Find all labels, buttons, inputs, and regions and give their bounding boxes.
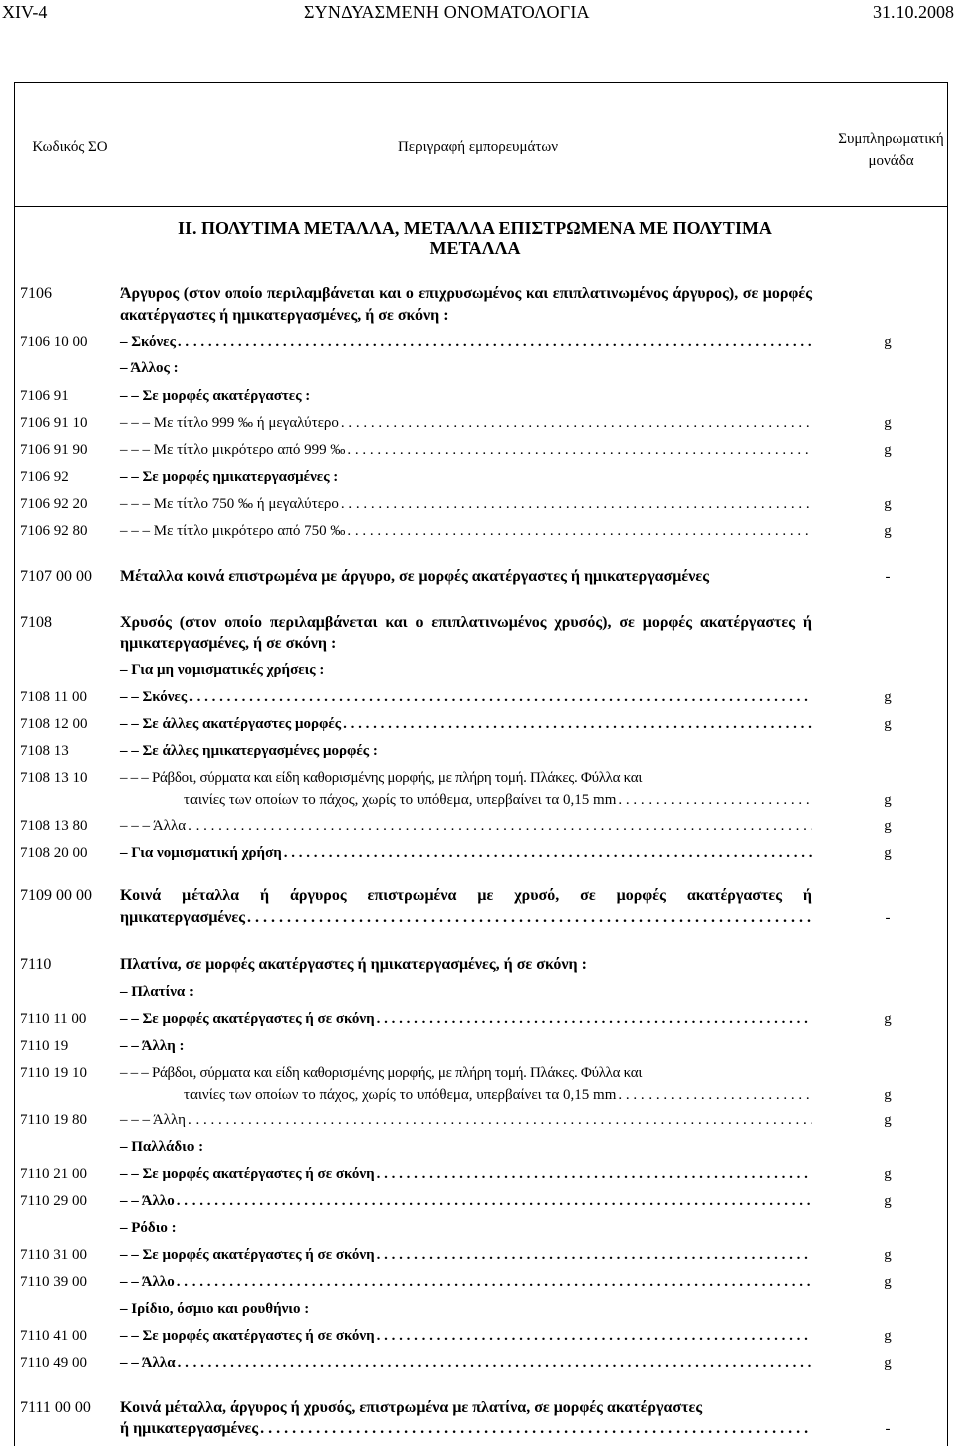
row-unit: g (884, 442, 892, 458)
row-code: 7106 (20, 285, 52, 302)
row-code: 7110 31 00 (20, 1247, 87, 1263)
row-description: – Πλατίνα : (120, 984, 195, 1000)
row-unit: g (884, 1011, 892, 1027)
row-unit: g (884, 1166, 892, 1182)
row-description (120, 1244, 812, 1266)
row-unit: g (884, 792, 892, 808)
row-description: – Άλλος : (120, 360, 179, 376)
row-description: Μέταλλα κοινά επιστρωμένα με άργυρο, σε μορφές ακατέργαστες ή ημικατεργασμένες (120, 568, 709, 585)
chapter-title-line1: II. ΠΟΛΥΤΙΜΑ ΜΕΤΑΛΛΑ, ΜΕΤΑΛΛΑ ΕΠΙΣΤΡΩΜΕΝΑ ΜΕ ΠΟΛΥΤΙΜΑ (178, 218, 772, 238)
column-header-description: Περιγραφή εμπορευμάτων (397, 139, 559, 155)
row-description: Χρυσός (στον οποίο περιλαμβάνεται και ο επιπλατινωμένος χρυσός), σε μορφές ακατέργαστες ή ημικατεργασμένες, ή σε σκόνη : (120, 614, 812, 652)
column-header-unit-line1: Συμπληρωματική (838, 131, 944, 147)
row-unit: g (884, 415, 892, 431)
row-text: – – Άλλο (120, 1274, 175, 1290)
column-header-unit-line2: μονάδα (868, 153, 914, 169)
row-code: 7110 49 00 (20, 1355, 87, 1371)
row-unit: g (884, 1193, 892, 1209)
row-text: – – Σκόνες (120, 689, 188, 705)
row-unit: g (884, 334, 892, 350)
row-description (120, 1109, 812, 1131)
row-description (120, 686, 812, 708)
row-description-line2 (120, 907, 812, 928)
row-unit: g (884, 1112, 892, 1128)
row-text: – – – Με τίτλο μικρότερο από 750 ‰ (120, 523, 346, 539)
row-description-line1: Κοινά μέταλλα ή άργυρος επιστρωμένα με χρυσό, σε μορφές ακατέργαστες ή (120, 887, 812, 904)
row-code: 7110 11 00 (20, 1011, 87, 1027)
row-code: 7110 (20, 956, 52, 973)
row-text: – – Σε μορφές ακατέργαστες ή σε σκόνη (120, 1011, 375, 1027)
row-text: – – Άλλα (120, 1355, 176, 1371)
row-code: 7106 10 00 (20, 334, 88, 350)
row-text: – Σκόνες (120, 334, 176, 350)
row-unit: - (885, 1421, 891, 1437)
row-code: 7109 00 00 (20, 887, 92, 904)
row-description-line2 (120, 1418, 812, 1439)
row-unit: g (884, 523, 892, 539)
row-unit: g (884, 716, 892, 732)
row-code: 7106 92 (20, 469, 69, 485)
row-description: – – Σε μορφές ακατέργαστες : (120, 388, 311, 404)
row-code: 7108 13 (20, 743, 69, 759)
row-unit: g (884, 496, 892, 512)
row-unit: g (884, 845, 892, 861)
row-text: ή ημικατεργασμένες (120, 1420, 259, 1437)
row-unit: g (884, 818, 892, 834)
row-text: – – Σε άλλες ακατέργαστες μορφές (120, 716, 342, 732)
row-description (120, 520, 812, 542)
publication-date: 31.10.2008 (873, 2, 954, 22)
row-code: 7110 41 00 (20, 1328, 87, 1344)
row-unit: g (884, 1087, 892, 1103)
row-description (120, 331, 812, 353)
row-description: Άργυρος (στον οποίο περιλαμβάνεται και ο επιχρυσωμένος και επιπλατινωμένος άργυρος), σε μορφές ακατέργαστες ή ημικατεργασμένες, ή σε σκόνη : (120, 285, 812, 324)
row-text: – – Άλλο (120, 1193, 175, 1209)
row-description (120, 439, 812, 461)
row-text: ημικατεργασμένες (120, 909, 245, 926)
row-description (120, 815, 812, 837)
row-description: – – Άλλη : (120, 1038, 185, 1054)
row-description: – Παλλάδιο : (120, 1139, 204, 1155)
row-unit: g (884, 1328, 892, 1344)
row-description-line1: – – – Ράβδοι, σύρματα και είδη καθορισμένης μορφής, με πλήρη τομή. Πλάκες. Φύλλα και (120, 770, 643, 786)
row-text: ταινίες των οποίων το πάχος, χωρίς το υπόθεμα, υπερβαίνει τα 0,15 mm (184, 792, 617, 808)
row-code: 7108 20 00 (20, 845, 88, 861)
row-code: 7106 91 10 (20, 415, 88, 431)
row-text: – – Σε μορφές ακατέργαστες ή σε σκόνη (120, 1247, 375, 1263)
row-description (120, 713, 812, 735)
row-code: 7110 21 00 (20, 1166, 87, 1182)
column-header-code: Κωδικός ΣΟ (32, 139, 108, 155)
row-code: 7108 13 80 (20, 818, 88, 834)
row-unit: - (885, 910, 891, 926)
row-code: 7108 (20, 614, 52, 631)
row-code: 7110 19 (20, 1038, 69, 1054)
row-text: – – Σε μορφές ακατέργαστες ή σε σκόνη (120, 1166, 375, 1182)
row-description (120, 1271, 812, 1293)
row-description (120, 1008, 812, 1030)
row-code: 7108 11 00 (20, 689, 87, 705)
row-description-line1: – – – Ράβδοι, σύρματα και είδη καθορισμένης μορφής, με πλήρη τομή. Πλάκες. Φύλλα και (120, 1065, 643, 1081)
row-text: – – – Με τίτλο 750 ‰ ή μεγαλύτερο (120, 496, 339, 512)
row-code: 7108 12 00 (20, 716, 88, 732)
row-description: Πλατίνα, σε μορφές ακατέργαστες ή ημικατεργασμένες, ή σε σκόνη : (120, 956, 587, 973)
row-text: – – – Με τίτλο 999 ‰ ή μεγαλύτερο (120, 415, 339, 431)
row-text: – – Σε μορφές ακατέργαστες ή σε σκόνη (120, 1328, 375, 1344)
row-description-line2 (184, 1084, 812, 1106)
row-description: – Ρόδιο : (120, 1220, 177, 1236)
row-description (120, 412, 812, 434)
row-code: 7106 91 90 (20, 442, 88, 458)
row-description: – – Σε άλλες ημικατεργασμένες μορφές : (120, 743, 378, 759)
row-unit: g (884, 1355, 892, 1371)
row-text: ταινίες των οποίων το πάχος, χωρίς το υπόθεμα, υπερβαίνει τα 0,15 mm (184, 1087, 617, 1103)
chapter-title-line2: ΜΕΤΑΛΛΑ (429, 238, 521, 258)
row-code: 7106 92 80 (20, 523, 88, 539)
row-text: – – – Άλλη (120, 1112, 187, 1128)
row-text: – Για νομισματική χρήση (120, 845, 282, 861)
row-unit: g (884, 1247, 892, 1263)
row-unit: g (884, 1274, 892, 1290)
row-description (120, 1325, 812, 1347)
row-description (120, 842, 812, 864)
row-description: – Για μη νομισματικές χρήσεις : (120, 662, 325, 678)
row-code: 7108 13 10 (20, 770, 88, 786)
row-description-line2 (184, 789, 812, 811)
row-description (120, 493, 812, 515)
row-code: 7110 29 00 (20, 1193, 87, 1209)
row-code: 7106 91 (20, 388, 69, 404)
row-text: – – – Άλλα (120, 818, 187, 834)
row-code: 7110 19 80 (20, 1112, 87, 1128)
row-code: 7110 39 00 (20, 1274, 87, 1290)
row-code: 7107 00 00 (20, 568, 92, 585)
row-unit: - (885, 569, 891, 585)
row-description (120, 1163, 812, 1185)
page-reference: XIV-4 (2, 2, 48, 22)
row-description (120, 1352, 812, 1374)
row-code: 7111 00 00 (20, 1399, 91, 1416)
row-description: – Ιρίδιο, όσμιο και ρουθήνιο : (120, 1301, 310, 1317)
row-unit: g (884, 689, 892, 705)
document-title: ΣΥΝΔΥΑΣΜΕΝΗ ΟΝΟΜΑΤΟΛΟΓΙΑ (304, 2, 590, 22)
row-description-line1: Κοινά μέταλλα, άργυρος ή χρυσός, επιστρωμένα με πλατίνα, σε μορφές ακατέργαστες (120, 1399, 703, 1416)
row-text: – – – Με τίτλο μικρότερο από 999 ‰ (120, 442, 346, 458)
row-code: 7110 19 10 (20, 1065, 87, 1081)
row-description (120, 1190, 812, 1212)
row-code: 7106 92 20 (20, 496, 88, 512)
row-description: – – Σε μορφές ημικατεργασμένες : (120, 469, 339, 485)
